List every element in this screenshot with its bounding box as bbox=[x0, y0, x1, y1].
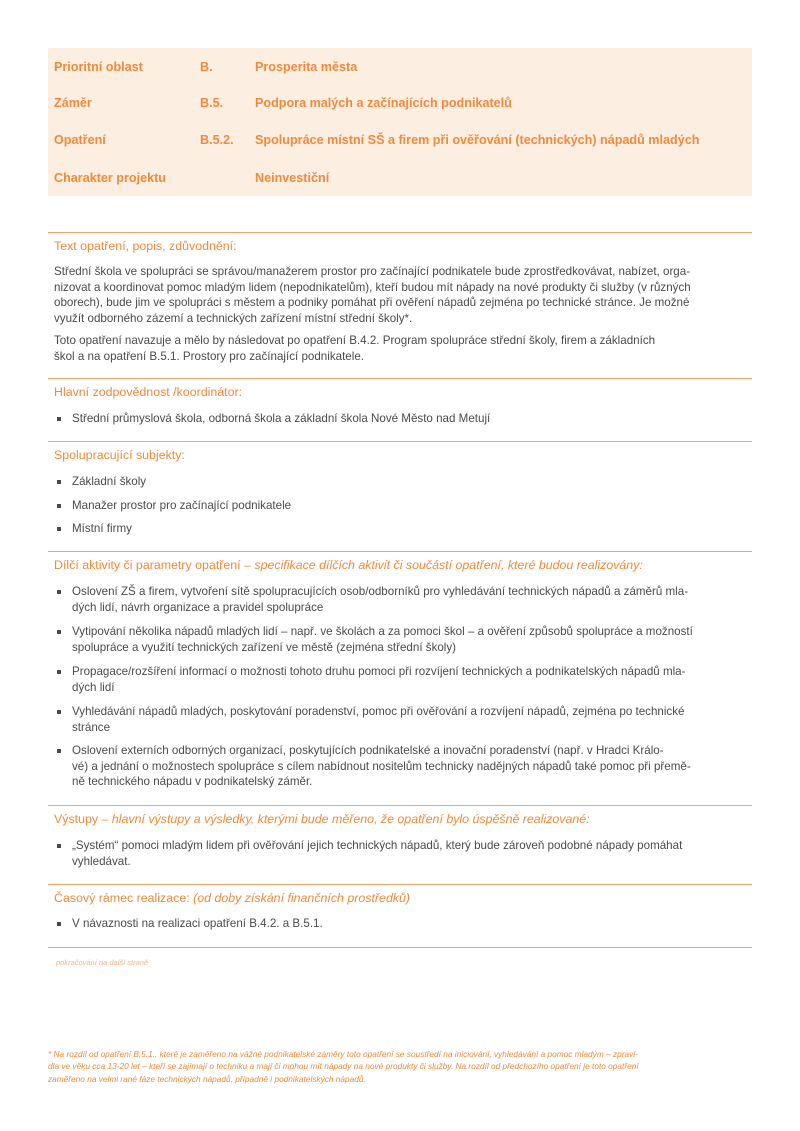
section-title: Spolupracující subjekty: bbox=[54, 448, 185, 462]
para-line: nizovat a koordinovat pomoc mladým lidem (nepodnikatelům), kteří budou mít nápady na nové produkty či služby (v různých bbox=[54, 280, 691, 294]
text-section bbox=[48, 232, 752, 379]
header-box bbox=[48, 48, 752, 196]
bullet-icon bbox=[57, 480, 61, 484]
bullet-icon bbox=[57, 630, 61, 634]
para-line: Toto opatření navazuje a mělo by následovat po opatření B.4.2. Program spolupráce střední školy, firem a základních bbox=[54, 334, 656, 347]
bullet-icon bbox=[57, 670, 61, 674]
bullet-icon bbox=[57, 844, 61, 848]
footnote bbox=[48, 1048, 754, 1085]
timeframe-section: Časový rámec realizace: (od doby získání finančních prostředků) V návaznosti na realizaci opatření B.4.2. a B.5.1. bbox=[48, 884, 752, 948]
bullet-icon bbox=[57, 710, 61, 714]
bullet-icon bbox=[57, 504, 61, 508]
section-title: Časový rámec realizace: (od doby získání finančních prostředků) bbox=[54, 891, 411, 905]
continued-note: pokračování na další straně bbox=[56, 958, 149, 967]
bullet-icon bbox=[57, 749, 61, 753]
header-code: B.5.2. bbox=[200, 133, 234, 147]
footnote-line: zaměřeno na velmi rané fáze technických nápadů, případně i podnikatelských nápadů. bbox=[48, 1073, 366, 1084]
activities-section: Dílčí aktivity či parametry opatření – specifikace dílčích aktivit či součástí opatření, které budou realizovány: Oslovení ZŠ a firem, vytvoření sítě spolupracujících osob/odborníků pro vyhledávání technických nápadů a záměrů mla- dých lidí, návrh organizace a pravidel spolupráce Vytipování několika nápadů mladých lidí – např. ve školách a za pomoci škol – a ověření způsobů spolupráce a možností spolupráce a využití technických zařízení ve městě (zejména střední školy) Propagace/rozšíření informací o možnosti tohoto druhu pomoci při rozvíjení technických a podnikatelských nápadů mla- dých lidí Vyhledávání nápadů mladých, poskytování poradenství, pomoc při ověřování a rozvíjení nápadů, zejména po technické stránce Oslovení externích odborných organizací, poskytujících podnikatelské a inovační poradenství (např. v Hradci Králo- vé) a jednání o možnostech spolupráce s cílem nabídnout nositelům technicky nadějných nápadů také pomoc při přemě- ně technického nápadu v podnikatelský záměr. bbox=[48, 551, 752, 806]
bullet-icon bbox=[57, 922, 61, 926]
header-label: Záměr bbox=[54, 96, 92, 110]
header-value: Neinvestiční bbox=[255, 171, 330, 185]
para-line: škol a na opatření B.5.1. Prostory pro začínající podnikatele. bbox=[54, 349, 364, 363]
header-value: Podpora malých a začínajících podnikatelů bbox=[255, 96, 512, 110]
bottom-divider bbox=[48, 947, 752, 948]
footnote-line: * Na rozdíl od opatření B.5.1., které je zaměřeno na vážné podnikatelské záměry toto opatření se soustředí na iniciování, vyhledávání a pomoc mladým – zpravi- bbox=[48, 1049, 638, 1059]
footnote-line: dla ve věku cca 13-20 let – kteří se zajímají o techniku a mají či mohou mít nápady na nové produkty či služby. Na rozdíl od předchozího opatření je toto opatření bbox=[48, 1061, 639, 1072]
partners-section: Spolupracující subjekty: Základní školy Manažer prostor pro začínající podnikatele Místní firmy bbox=[48, 441, 752, 552]
header-code: B.5. bbox=[200, 96, 224, 110]
para-line: využít odborného zázemí a technických zařízení místní střední školy*. bbox=[54, 311, 413, 325]
header-label: Opatření bbox=[54, 133, 106, 147]
responsibility-section: Hlavní zodpovědnost /koordinátor: Střední průmyslová škola, odborná škola a základní škola Nové Město nad Metují bbox=[48, 378, 752, 442]
bullet-icon bbox=[57, 527, 61, 531]
description-paragraph bbox=[54, 264, 744, 326]
section-title: Hlavní zodpovědnost /koordinátor: bbox=[54, 385, 243, 399]
linkage-paragraph bbox=[54, 333, 744, 364]
para-line: Střední škola ve spolupráci se správou/manažerem prostor pro začínající podnikatele bude zprostředkovávat, nabízet, orga- bbox=[54, 265, 691, 278]
section-title: Dílčí aktivity či parametry opatření – specifikace dílčích aktivit či součástí opatření, které budou realizovány: bbox=[54, 558, 643, 572]
bullet-icon bbox=[57, 590, 61, 594]
para-line: oborech), bude jim ve spolupráci s městem a podniky pomáhat při ověření nápadů zejména po technické stránce. Je možné bbox=[54, 296, 690, 310]
outputs-section: Výstupy – hlavní výstupy a výsledky, kterými bude měřeno, že opatření bylo úspěšně realizované: „Systém“ pomoci mladým lidem při ověřování jejich technických nápadů, který bude zároveň podobné nápady pomáhat vyhledávat. bbox=[48, 805, 752, 885]
section-title: Výstupy – hlavní výstupy a výsledky, kterými bude měřeno, že opatření bylo úspěšně realizované: bbox=[54, 812, 590, 826]
bullet-icon bbox=[57, 417, 61, 421]
header-value: Prosperita města bbox=[255, 60, 358, 74]
header-value: Spolupráce místní SŠ a firem při ověřování (technických) nápadů mladých bbox=[255, 133, 700, 147]
section-title: Text opatření, popis, zdůvodnění: bbox=[54, 239, 237, 253]
header-label: Charakter projektu bbox=[54, 171, 166, 185]
header-label: Prioritní oblast bbox=[54, 60, 143, 74]
header-code: B. bbox=[200, 60, 213, 74]
